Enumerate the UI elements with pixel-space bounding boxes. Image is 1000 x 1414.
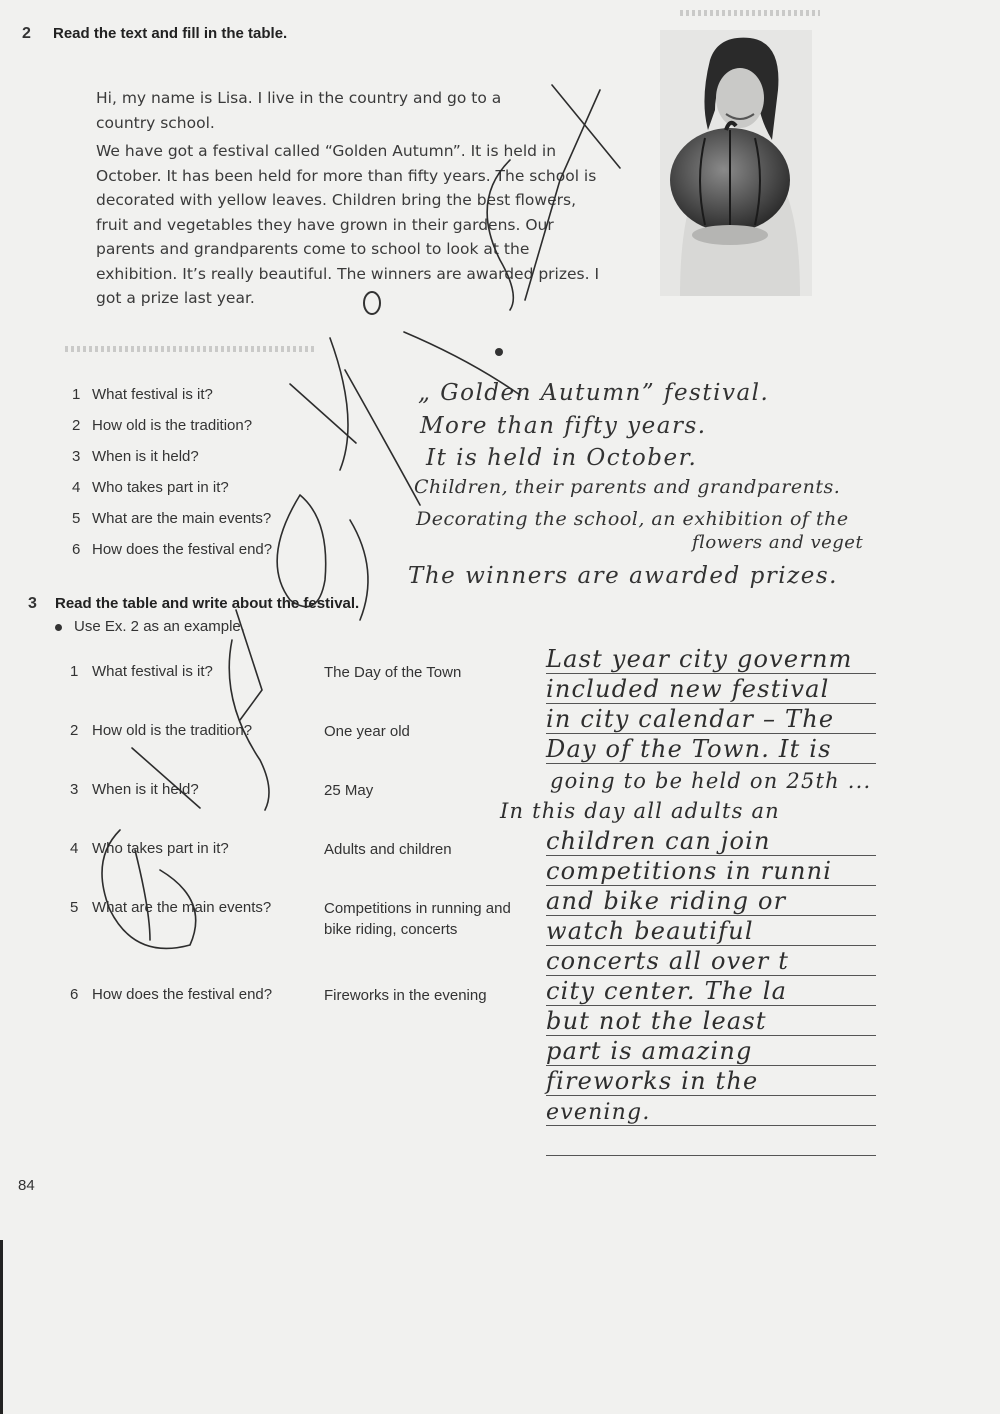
essay-line-1: Last year city governm: [546, 643, 876, 674]
handwritten-answer-1: „ Golden Autumn” festival.: [418, 380, 770, 406]
table-answer-3: 25 May: [324, 782, 374, 799]
essay-line-16: evening.: [546, 1095, 876, 1126]
passage-paragraph-1: Hi, my name is Lisa. I live in the country and go to a country school.: [96, 89, 502, 132]
table-question-1: 1 What festival is it?: [70, 663, 213, 680]
handwritten-answer-3: It is held in October.: [426, 445, 698, 471]
table-question-3: 3 When is it held?: [70, 781, 199, 798]
question-4: 4 Who takes part in it?: [72, 479, 229, 496]
essay-line-12: city center. The la: [546, 975, 876, 1006]
scribble-letter-o: [364, 292, 380, 314]
essay-line-14: part is amazing: [546, 1035, 876, 1066]
essay-line-2: included new festival: [546, 673, 876, 704]
handwritten-answer-5-cont: flowers and veget: [692, 532, 864, 553]
table-question-6: 6 How does the festival end?: [70, 986, 273, 1003]
question-3: 3 When is it held?: [72, 448, 199, 465]
table-answer-5: Competitions in running and bike riding, concerts: [324, 900, 511, 938]
table-answer-1: The Day of the Town: [324, 664, 462, 681]
exercise-2-number: 2: [22, 25, 31, 42]
table-answer-2: One year old: [324, 723, 410, 740]
essay-line-5: going to be held on 25th ...: [550, 769, 872, 793]
essay-line-11: concerts all over t: [546, 945, 876, 976]
question-2: 2 How old is the tradition?: [72, 417, 253, 434]
essay-line-13: but not the least: [546, 1005, 876, 1036]
table-question-2: 2 How old is the tradition?: [70, 722, 253, 739]
table-question-5: 5 What are the main events?: [70, 899, 272, 916]
question-5: 5 What are the main events?: [72, 510, 272, 527]
essay-line-15: fireworks in the: [546, 1065, 876, 1096]
question-6: 6 How does the festival end?: [72, 541, 273, 558]
question-1: 1 What festival is it?: [72, 386, 213, 403]
table-answer-6: Fireworks in the evening: [324, 987, 487, 1004]
exercise-2-heading: Read the text and fill in the table.: [53, 25, 288, 42]
page-number: 84: [18, 1177, 35, 1194]
essay-line-6: In this day all adults an: [500, 799, 780, 823]
exercise-3-number: 3: [28, 595, 37, 612]
essay-line-3: in city calendar – The: [546, 703, 876, 734]
scan-edge: [0, 1240, 3, 1414]
exercise-3-heading: Read the table and write about the festival.: [55, 595, 360, 612]
essay-line-8: competitions in runni: [546, 855, 876, 886]
passage-paragraph-2: We have got a festival called “Golden Autumn”. It is held in October. It has been held for more than fifty years. The school is decorated with yellow leaves. Children bring the best flowers, fruit and vegetables they have grown in their gardens. Our parents and grandparents come to school to look at the exhibition. It’s really beautiful. The winners are awarded prizes. I got a prize last year.: [96, 142, 600, 307]
essay-line-7: children can join: [546, 825, 876, 856]
essay-line-9: and bike riding or: [546, 885, 876, 916]
table-question-4: 4 Who takes part in it?: [70, 840, 229, 857]
exercise-3-instruction: Use Ex. 2 as an example.: [55, 618, 245, 635]
essay-line-10: watch beautiful: [546, 915, 876, 946]
handwritten-answer-4: Children, their parents and grandparents.: [414, 476, 841, 498]
essay-line-4: Day of the Town. It is: [546, 733, 876, 764]
handwritten-answer-2: More than fifty years.: [420, 413, 707, 439]
table-answer-4: Adults and children: [324, 841, 452, 858]
handwritten-answer-5: Decorating the school, an exhibition of the: [416, 508, 849, 530]
handwritten-answer-6: The winners are awarded prizes.: [408, 563, 838, 589]
